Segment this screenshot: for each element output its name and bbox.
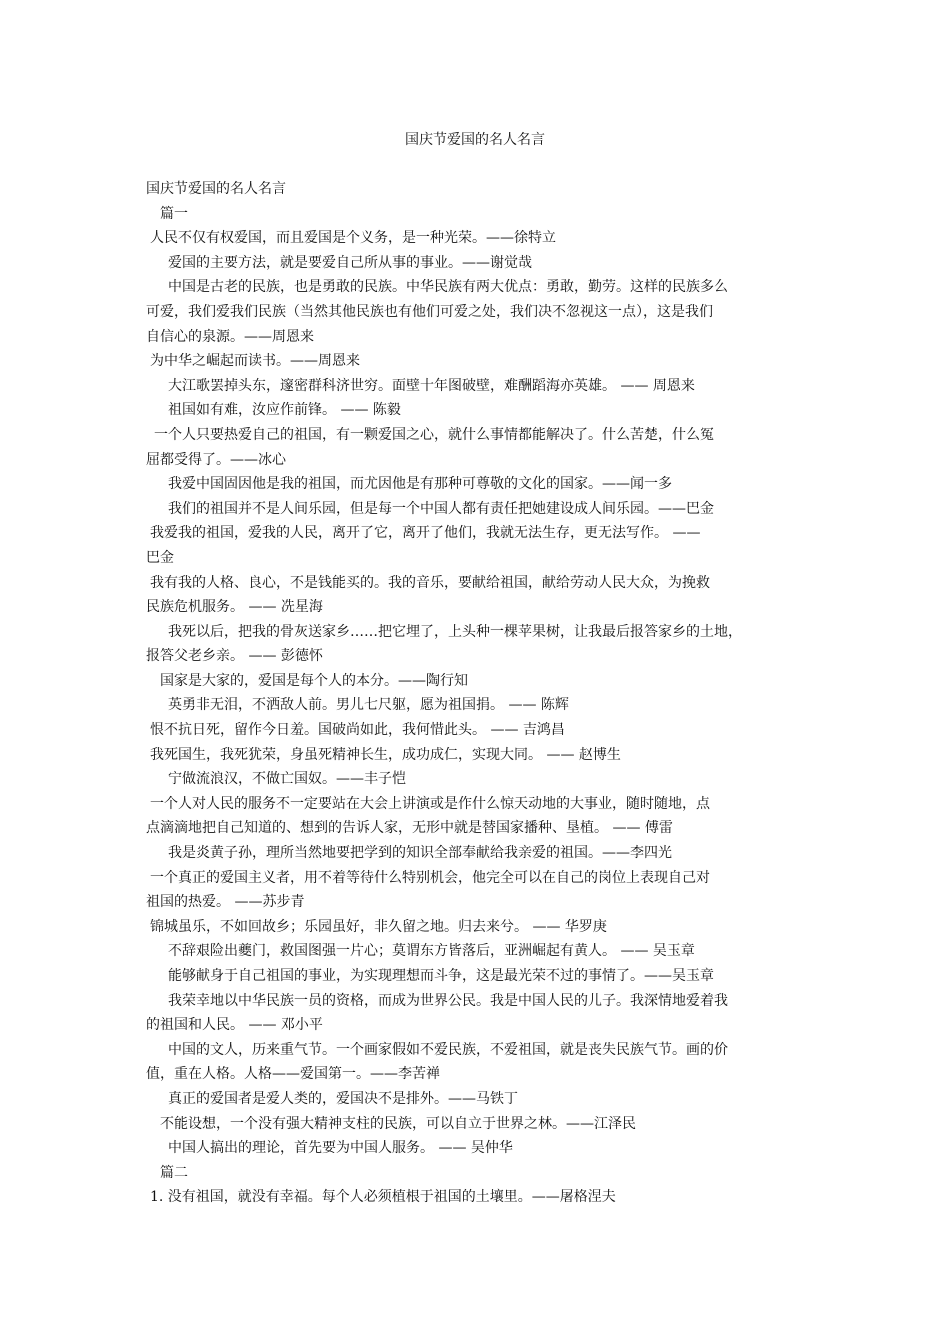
text-line: 一个真正的爱国主义者，用不着等待什么特别机会，他完全可以在自己的岗位上表现自己对 [150, 869, 710, 886]
text-line: 不辞艰险出夔门，救国图强一片心；莫谓东方皆落后，亚洲崛起有黄人。 —— 吴玉章 [168, 943, 695, 960]
text-line: 中国的文人，历来重气节。一个画家假如不爱民族，不爱祖国，就是丧失民族气节。画的价 [168, 1041, 728, 1058]
text-line: 爱国的主要方法，就是要爱自己所从事的事业。——谢觉哉 [168, 254, 532, 271]
text-line: 中国人搞出的理论，首先要为中国人服务。 —— 吴仲华 [168, 1140, 513, 1157]
text-line: 值，重在人格。人格——爱国第一。——李苦禅 [146, 1066, 440, 1083]
text-line: 恨不抗日死，留作今日羞。国破尚如此，我何惜此头。 —— 吉鸿昌 [150, 722, 565, 739]
text-line: 一个人对人民的服务不一定要站在大会上讲演或是作什么惊天动地的大事业，随时随地，点 [150, 795, 710, 812]
text-line: 1. 没有祖国，就没有幸福。每个人必须植根于祖国的土壤里。——屠格涅夫 [150, 1189, 616, 1206]
section-label: 篇一 [160, 205, 188, 222]
text-line: 点滴滴地把自己知道的、想到的告诉人家，无形中就是替国家播种、垦植。 —— 傅雷 [146, 820, 673, 837]
text-line: 锦城虽乐，不如回故乡；乐园虽好，非久留之地。归去来兮。 —— 华罗庚 [150, 918, 607, 935]
text-line: 英勇非无泪，不洒敌人前。男儿七尺躯，愿为祖国捐。 —— 陈辉 [168, 697, 569, 714]
document-title: 国庆节爱国的名人名言 [405, 132, 545, 148]
section-heading: 国庆节爱国的名人名言 [146, 181, 286, 197]
text-line: 我死国生，我死犹荣，身虽死精神长生，成功成仁，实现大同。 —— 赵博生 [150, 746, 621, 763]
text-line: 祖国如有难，汝应作前锋。 —— 陈毅 [168, 402, 401, 419]
text-line: 我死以后，把我的骨灰送家乡……把它埋了，上头种一棵苹果树，让我最后报答家乡的土地， [168, 623, 742, 640]
text-line: 祖国的热爱。 ——苏步青 [146, 894, 305, 911]
text-line: 报答父老乡亲。 —— 彭德怀 [146, 648, 323, 665]
text-line: 为中华之崛起而读书。——周恩来 [150, 353, 360, 370]
text-line: 的祖国和人民。 —— 邓小平 [146, 1017, 323, 1034]
text-line: 我荣幸地以中华民族一员的资格，而成为世界公民。我是中国人民的儿子。我深情地爱着我 [168, 992, 728, 1009]
text-line: 人民不仅有权爱国，而且爱国是个义务，是一种光荣。——徐特立 [150, 230, 556, 247]
text-line: 我爱我的祖国，爱我的人民，离开了它，离开了他们，我就无法生存，更无法写作。 —— [150, 525, 701, 542]
text-line: 宁做流浪汉，不做亡国奴。——丰子恺 [168, 771, 406, 788]
text-line: 一个人只要热爱自己的祖国，有一颗爱国之心，就什么事情都能解决了。什么苦楚，什么冤 [154, 426, 714, 443]
text-line: 可爱，我们爱我们民族（当然其他民族也有他们可爱之处，我们决不忽视这一点），这是我们 [146, 303, 713, 320]
text-line: 国家是大家的，爱国是每个人的本分。——陶行知 [160, 672, 468, 689]
text-line: 屈都受得了。——冰心 [146, 451, 286, 468]
text-line: 巴金 [146, 549, 174, 566]
text-line: 我有我的人格、良心，不是钱能买的。我的音乐，要献给祖国，献给劳动人民大众，为挽救 [150, 574, 710, 591]
text-line: 不能设想，一个没有强大精神支柱的民族，可以自立于世界之林。——江泽民 [160, 1115, 636, 1132]
text-line: 我们的祖国并不是人间乐园，但是每一个中国人都有责任把她建设成人间乐园。——巴金 [168, 500, 714, 517]
text-line: 真正的爱国者是爱人类的，爱国决不是排外。——马铁丁 [168, 1090, 518, 1107]
text-line: 民族危机服务。 —— 冼星海 [146, 599, 323, 616]
text-line: 大江歌罢掉头东，邃密群科济世穷。面壁十年图破壁，难酬蹈海亦英雄。 —— 周恩来 [168, 377, 695, 394]
text-line: 我是炎黄子孙，理所当然地要把学到的知识全部奉献给我亲爱的祖国。——李四光 [168, 845, 672, 862]
text-line: 中国是古老的民族，也是勇敢的民族。中华民族有两大优点：勇敢，勤劳。这样的民族多么 [168, 279, 728, 296]
section-label: 篇二 [160, 1164, 188, 1181]
text-line: 能够献身于自己祖国的事业，为实现理想而斗争，这是最光荣不过的事情了。——吴玉章 [168, 968, 714, 984]
text-line: 我爱中国固因他是我的祖国，而尤因他是有那种可尊敬的文化的国家。——闻一多 [168, 476, 672, 493]
document-body [146, 177, 810, 1210]
text-line: 自信心的泉源。——周恩来 [146, 328, 314, 345]
